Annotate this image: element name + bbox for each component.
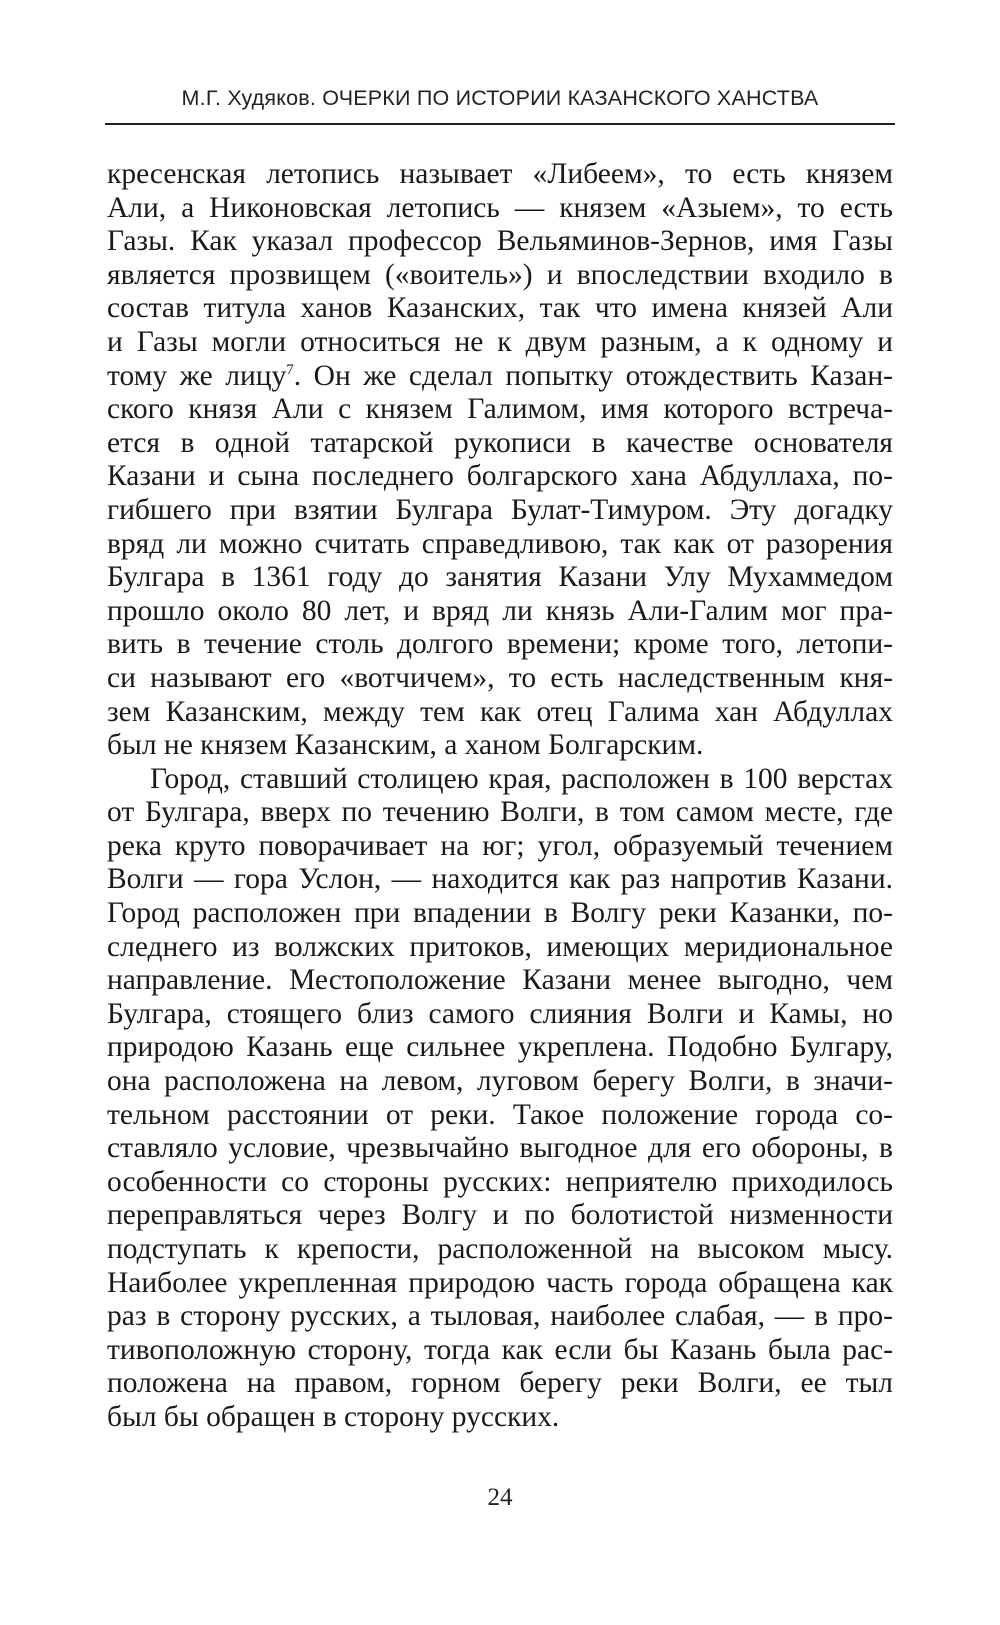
text-line: раз в сторону русских, а тыловая, наиболее слабая, — в про- — [107, 1300, 893, 1333]
text-line: является прозвищем («воитель») и впоследствии входило в — [107, 258, 893, 291]
text-line: направление. Местоположение Казани менее выгодно, чем — [107, 964, 893, 997]
text-line: тельном расстоянии от реки. Такое положение города со- — [107, 1098, 893, 1131]
text-line: Казани и сына последнего болгарского хана Абдуллаха, по- — [107, 460, 893, 493]
text-line: был бы обращен в сторону русских. — [107, 1400, 560, 1433]
text-line: река круто поворачивает на юг; угол, образуемый течением — [107, 829, 893, 862]
text-line: состав титула ханов Казанских, так что имена князей Али — [107, 292, 893, 325]
text-line: природою Казань еще сильнее укреплена. Подобно Булгару, — [107, 1031, 893, 1064]
text-line: она расположена на левом, луговом берегу Волги, в значи- — [107, 1065, 893, 1098]
text-line — [107, 360, 893, 394]
text-line: Город расположен при впадении в Волгу реки Казанки, по- — [107, 897, 893, 930]
text-line: от Булгара, вверх по течению Волги, в том самом месте, где — [107, 796, 893, 829]
text-line: Город, ставший столицею края, расположен в 100 верстах — [150, 762, 893, 795]
text-line: Булгара в 1361 году до занятия Казани Улу Мухаммедом — [107, 561, 893, 594]
header-rule — [105, 123, 895, 125]
paragraph — [107, 763, 893, 1435]
text-line: Газы. Как указал профессор Вельяминов-Зернов, имя Газы — [107, 225, 893, 258]
running-head: М.Г. Худяков. ОЧЕРКИ ПО ИСТОРИИ КАЗАНСКОГО ХАНСТВА — [181, 86, 819, 110]
text-line: вить в течение столь долгого времени; кроме того, летопи- — [107, 628, 893, 661]
body-text — [107, 158, 893, 1435]
paragraph — [107, 158, 893, 763]
text-line: зем Казанским, между тем как отец Галима хан Абдуллах — [107, 695, 893, 728]
text-line: Али, а Никоновская летопись — князем «Азыем», то есть — [107, 191, 893, 224]
text-line: кресенская летопись называет «Либеем», то есть князем — [107, 158, 893, 190]
page-number: 24 — [487, 1484, 513, 1511]
text-line: Волги — гора Услон, — находится как раз напротив Казани. — [107, 863, 893, 896]
text-line: Булгара, стоящего близ самого слияния Волги и Камы, но — [107, 997, 893, 1030]
text-line: особенности со стороны русских: неприятелю приходилось — [107, 1165, 893, 1198]
text-line: положена на правом, горном берегу реки Волги, ее тыл — [107, 1367, 893, 1400]
text-line: подступать к крепости, расположенной на высоком мысу. — [107, 1233, 893, 1265]
text-line: вряд ли можно считать справедливою, так как от разорения — [107, 527, 893, 560]
text-line: и Газы могли относиться не к двум разным, а к одному и — [107, 325, 893, 358]
text-line: тивоположную сторону, тогда как если бы Казань была рас- — [107, 1333, 893, 1366]
text-line: ского князя Али с князем Галимом, имя которого встреча- — [107, 393, 893, 426]
text-line: был не князем Казанским, а ханом Болгарским. — [107, 729, 704, 762]
text-line: следнего из волжских притоков, имеющих меридиональное — [107, 930, 893, 963]
line-fragment: . Он же сделал попытку отождествить Казан- — [293, 359, 893, 392]
footnote-reference[interactable]: 7 — [286, 361, 294, 378]
text-line: прошло около 80 лет, и вряд ли князь Али-Галим мог пра- — [107, 594, 893, 627]
text-line: ставляло условие, чрезвычайно выгодное для его обороны, в — [107, 1132, 893, 1165]
text-line: ется в одной татарской рукописи в качестве основателя — [107, 426, 893, 459]
text-line: переправляться через Волгу и по болотистой низменности — [107, 1199, 893, 1232]
text-line: гибшего при взятии Булгара Булат-Тимуром. Эту догадку — [107, 493, 893, 526]
text-line: Наиболее укрепленная природою часть города обращена как — [107, 1266, 893, 1299]
line-fragment: тому же лицу — [107, 359, 287, 392]
text-line: си называют его «вотчичем», то есть наследственным кня- — [107, 661, 893, 694]
